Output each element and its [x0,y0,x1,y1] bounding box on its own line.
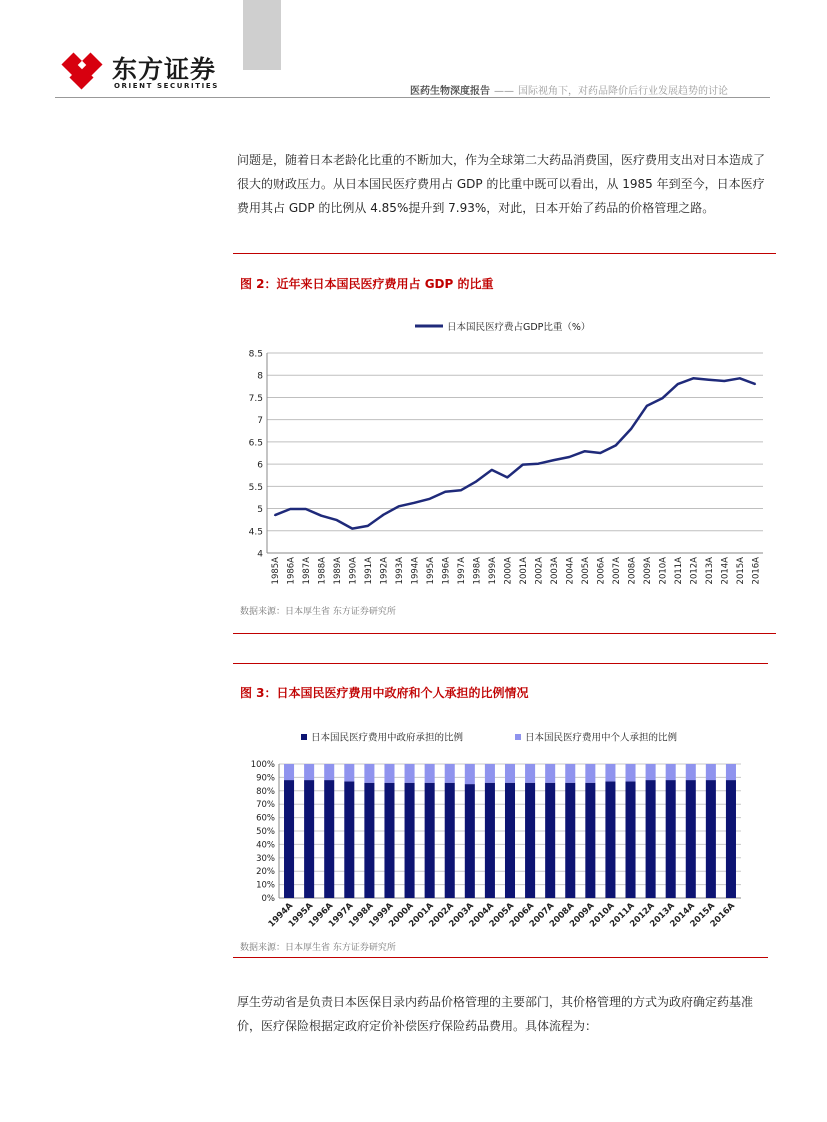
data-point [475,481,477,483]
x-tick-label: 2012A [689,557,700,585]
y-tick-label: 30% [256,853,275,864]
bar-government [304,780,314,898]
line-chart-gdp-share [233,315,793,590]
y-tick-label: 70% [256,800,275,811]
x-tick-label: 2012A [628,901,657,930]
bar-personal [465,764,475,784]
x-tick-label: 1988A [317,557,328,585]
data-point [568,456,570,458]
x-tick-label: 2009A [642,557,653,585]
bar-personal [706,764,716,780]
bar-personal [405,764,415,783]
x-tick-label: 2010A [588,901,617,930]
series-line-gdp-share [275,378,756,528]
bar-government [445,783,455,898]
x-tick-label: 2014A [668,901,697,930]
x-tick-label: 2006A [596,557,607,585]
bar-government [545,783,555,898]
data-point [320,515,322,517]
x-tick-label: 1994A [266,901,296,930]
bar-government [465,784,475,898]
bar-government [485,783,495,898]
y-tick-label: 50% [256,827,275,837]
bar-government [284,780,294,898]
x-tick-label: 2001A [518,557,529,585]
data-point [413,502,415,504]
y-tick-label: 7 [257,416,263,427]
data-point [506,477,508,479]
bar-government [505,783,515,898]
x-tick-label: 1999A [487,557,498,585]
data-point [692,378,694,380]
x-tick-label: 1994A [410,557,421,585]
data-point [708,379,710,381]
data-point [429,498,431,500]
x-tick-label: 1993A [394,557,405,585]
y-tick-label: 4.5 [248,527,263,538]
bar-government [605,781,615,898]
x-tick-label: 2008A [627,557,638,585]
figure2-title: 图 2：近年来日本国民医疗费用占 GDP 的比重 [240,277,494,291]
y-tick-label: 8.5 [248,349,263,360]
x-tick-label: 2015A [688,901,717,930]
logo-chinese-name: 东方证券 [112,55,217,84]
data-point [723,380,725,382]
bar-personal [485,764,495,783]
figure3-title: 图 3：日本国民医疗费用中政府和个人承担的比例情况 [240,686,529,700]
stacked-bar-chart-burden [233,722,793,937]
bar-personal [686,764,696,780]
x-tick-label: 1998A [347,901,376,930]
x-tick-label: 2011A [608,901,637,930]
x-tick-label: 2016A [751,557,762,585]
data-point [382,514,384,516]
company-logo [60,46,220,96]
data-point [522,464,524,466]
x-tick-label: 2003A [549,557,560,585]
y-tick-label: 6.5 [248,438,263,449]
x-tick-label: 1996A [441,557,452,585]
x-tick-label: 1999A [367,901,396,930]
header-rule [55,97,770,98]
y-tick-label: 20% [256,867,275,878]
data-point [754,383,756,385]
bar-personal [666,764,676,780]
data-point [537,463,539,465]
x-tick-label: 1997A [326,901,356,930]
data-point [336,519,338,521]
x-tick-label: 2008A [547,901,577,930]
bar-government [726,780,736,898]
x-tick-label: 2013A [648,901,677,930]
legend-swatch-government [301,734,307,740]
data-point [739,378,741,380]
data-point [646,405,648,407]
report-type: 医药生物深度报告 [410,86,490,97]
y-tick-label: 7.5 [248,393,263,404]
header-gray-bar [243,0,281,70]
data-point [630,428,632,430]
figure2-top-rule [233,253,776,254]
data-point [398,506,400,508]
x-tick-label: 2014A [720,557,731,585]
bar-government [364,783,374,898]
bar-personal [425,764,435,783]
logo-english-name: ORIENT SECURITIES [114,82,219,90]
header-separator: —— [494,86,514,97]
x-tick-label: 1987A [301,557,312,585]
bar-personal [284,764,294,780]
data-point [615,445,617,447]
figure2-source: 数据来源：日本厚生省 东方证券研究所 [240,607,396,617]
data-point [305,508,307,510]
x-tick-label: 1998A [472,557,483,585]
data-point [367,525,369,527]
bar-personal [565,764,575,783]
x-tick-label: 2005A [580,557,591,585]
bar-government [686,780,696,898]
x-tick-label: 2013A [704,557,715,585]
x-tick-label: 2005A [487,901,517,930]
x-tick-label: 1996A [306,901,336,930]
x-tick-label: 1995A [425,557,436,585]
bar-government [324,780,334,898]
bar-government [666,780,676,898]
closing-paragraph: 厚生劳动省是负责日本医保目录内药品价格管理的主要部门，其价格管理的方式为政府确定药基准价，医疗保险根据定政府定价补偿医疗保险药品费用。具体流程为： [237,995,754,1033]
data-point [661,398,663,400]
bar-personal [525,764,535,783]
bar-government [706,780,716,898]
x-tick-label: 2007A [527,901,557,930]
x-tick-label: 2003A [447,901,476,930]
figure3-source: 数据来源：日本厚生省 东方证券研究所 [240,943,396,953]
data-point [584,450,586,452]
bar-government [425,783,435,898]
figure2-bottom-rule [233,633,776,634]
x-tick-label: 2002A [427,901,456,930]
data-point [677,383,679,385]
x-tick-label: 2010A [658,557,669,585]
y-tick-label: 60% [256,813,275,824]
bar-personal [445,764,455,783]
x-tick-label: 2009A [568,901,597,930]
bar-government [344,781,354,898]
x-tick-label: 1986A [286,557,297,585]
x-tick-label: 1989A [332,557,343,585]
legend-label: 日本国民医疗费占GDP比重（%） [447,322,591,333]
y-tick-label: 100% [250,760,275,770]
bar-government [646,780,656,898]
bar-government [525,783,535,898]
x-tick-label: 1990A [348,557,359,585]
x-tick-label: 2004A [467,901,497,930]
legend-swatch-personal [515,734,521,740]
bar-personal [505,764,515,783]
y-tick-label: 80% [256,786,275,797]
y-tick-label: 0% [261,894,275,904]
bar-personal [605,764,615,781]
figure3-top-rule [233,663,768,664]
bar-personal [364,764,374,783]
x-tick-label: 2000A [387,901,416,930]
x-tick-label: 2011A [673,557,684,585]
intro-paragraph: 问题是，随着日本老龄化比重的不断加大，作为全球第二大药品消费国，医疗费用支出对日本造成了很大的财政压力。从日本国民医疗费用占 GDP 的比重中既可以看出，从 1985 年到至今，日本医疗费用其占 GDP 的比例从 4.85%提升到 7.93%，对此，日本开始了药品的价格管理之路。 [237,153,766,215]
y-tick-label: 4 [257,549,263,560]
data-point [444,491,446,493]
bar-personal [304,764,314,780]
y-tick-label: 5 [257,505,263,516]
x-tick-label: 1995A [286,901,316,930]
data-point [460,490,462,492]
data-point [274,514,276,516]
y-tick-label: 90% [256,773,275,784]
bar-government [626,781,636,898]
data-point [553,459,555,461]
x-tick-label: 2000A [503,557,514,585]
bar-personal [646,764,656,780]
bar-personal [344,764,354,781]
x-tick-label: 1997A [456,557,467,585]
x-tick-label: 2002A [534,557,545,585]
running-header [410,82,728,97]
legend-label-personal: 日本国民医疗费用中个人承担的比例 [525,732,678,744]
y-tick-label: 40% [256,840,275,851]
x-tick-label: 2004A [565,557,576,585]
bar-personal [726,764,736,780]
data-point [351,528,353,530]
y-tick-label: 6 [257,460,263,471]
x-tick-label: 2016A [708,901,738,930]
bar-government [585,783,595,898]
x-tick-label: 2001A [407,901,436,930]
bar-personal [384,764,394,783]
report-subtitle: 国际视角下，对药品降价后行业发展趋势的讨论 [518,86,728,97]
bar-government [405,783,415,898]
x-tick-label: 1985A [270,557,281,585]
bar-personal [545,764,555,783]
data-point [491,469,493,471]
x-tick-label: 2015A [735,557,746,585]
bar-personal [324,764,334,780]
logo-diamond-icon [60,50,106,92]
legend-label-government: 日本国民医疗费用中政府承担的比例 [311,732,464,744]
data-point [289,508,291,510]
bar-personal [626,764,636,781]
data-point [599,452,601,454]
bar-government [565,783,575,898]
x-tick-label: 2006A [507,901,537,930]
x-tick-label: 1992A [379,557,390,585]
bar-personal [585,764,595,783]
figure3-bottom-rule [233,957,768,958]
x-tick-label: 1991A [363,557,374,585]
y-tick-label: 5.5 [248,482,263,493]
bar-government [384,783,394,898]
y-tick-label: 10% [256,880,275,891]
x-tick-label: 2007A [611,557,622,585]
y-tick-label: 8 [257,371,263,382]
